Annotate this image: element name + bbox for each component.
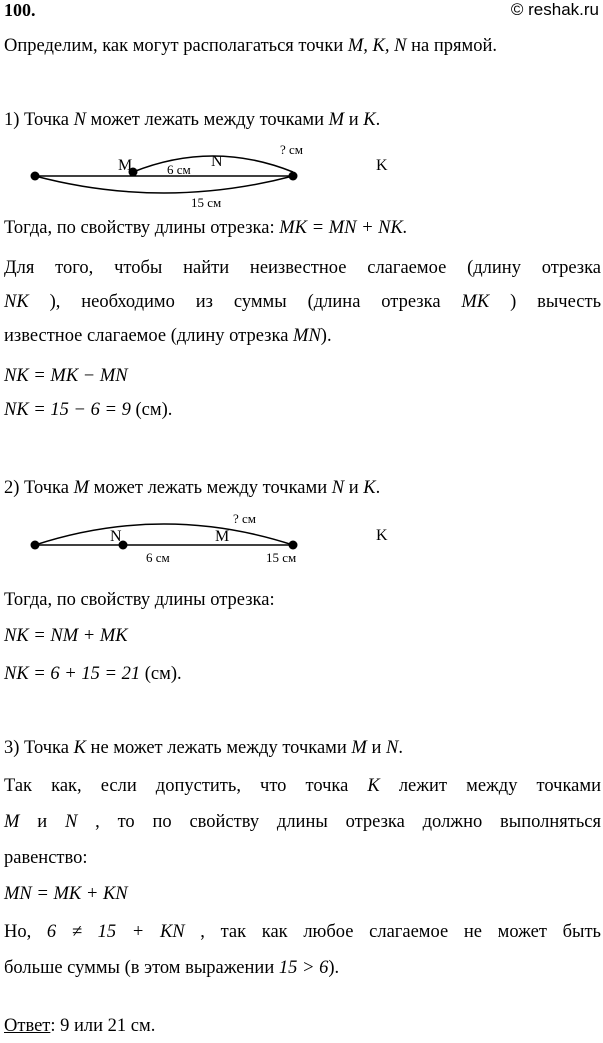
point-n: N (64, 812, 78, 832)
intro-text: Определим, как могут располагаться точки (4, 36, 348, 56)
point-k: K (73, 738, 86, 758)
text: больше суммы (в этом выражении (4, 958, 279, 978)
text: 1) Точка (4, 110, 74, 130)
answer-line (4, 1016, 155, 1037)
label-unknown: ? см (233, 511, 257, 526)
label-n: N (110, 528, 122, 545)
label-n: N (211, 153, 223, 170)
label-6cm: 6 см (167, 162, 191, 177)
point-k: K (363, 478, 376, 498)
answer-label: Ответ (4, 1016, 51, 1036)
case3-para-line4 (4, 922, 601, 943)
text: 3) Точка (4, 738, 74, 758)
text: может лежать между точками (85, 110, 329, 130)
label-unknown: ? см (280, 142, 304, 157)
text: , так как любое слагаемое не может быть (200, 922, 601, 942)
arc-mk (35, 176, 293, 193)
text: ). (328, 958, 340, 978)
case1-para-line1: Для того, чтобы найти неизвестное слагаемое (длину отрезка (4, 258, 601, 278)
formula: MK = MN + NK. (279, 218, 408, 238)
case1-eq1: NK = MK − MN (4, 366, 128, 386)
text: и (19, 812, 65, 832)
point-m: M (4, 812, 20, 832)
point-m: M (351, 738, 367, 758)
point-n: N (73, 110, 86, 130)
case3-para-line2 (4, 812, 601, 833)
text: , то по свойству длины отрезка должно выполняться (95, 812, 602, 832)
text: (см). (140, 664, 182, 684)
point-m: M (328, 110, 345, 130)
formula: NK = 6 + 15 = 21 (4, 664, 141, 684)
case1-para-line2 (4, 292, 601, 313)
case2-property: Тогда, по свойству длины отрезка: (4, 590, 275, 610)
text: ). (320, 326, 332, 346)
text: . (398, 738, 403, 758)
case3-para-line3: равенство: (4, 848, 88, 868)
label-k: K (376, 157, 388, 174)
label-15cm: 15 см (266, 550, 297, 565)
case3-para-line1 (4, 776, 601, 797)
label-15cm: 15 см (191, 195, 222, 210)
point-m: M (73, 478, 89, 498)
text: . (375, 110, 381, 130)
case3-eq1: MN = MK + KN (4, 884, 128, 904)
formula: NK = 15 − 6 = 9 (4, 400, 131, 420)
site-watermark: © reshak.ru (510, 0, 599, 19)
intro-tail: на прямой. (406, 36, 497, 56)
point-k: K (363, 110, 376, 130)
label-k: K (376, 527, 388, 544)
text: ) вычесть (510, 292, 602, 312)
formula: 6 ≠ 15 + KN (46, 922, 185, 942)
text: 2) Точка (4, 478, 74, 498)
formula: MN (293, 326, 321, 346)
case2-eq1: NK = NM + MK (4, 626, 128, 646)
point-n: N (331, 478, 345, 498)
arc-nk (35, 524, 293, 545)
case1-title (4, 110, 380, 131)
text: и (344, 110, 364, 130)
text: и (344, 478, 364, 498)
text: (см). (130, 400, 173, 420)
case1-property (4, 218, 408, 239)
label-6cm: 6 см (146, 550, 170, 565)
formula: MK (461, 292, 490, 312)
point-k: K (367, 776, 380, 796)
text: может лежать между точками (89, 478, 332, 498)
formula: NK (4, 292, 29, 312)
point-dot-left (31, 541, 40, 550)
text: Тогда, по свойству длины отрезка: (4, 218, 280, 238)
case2-title (4, 478, 380, 499)
point-dot-right (289, 172, 298, 181)
problem-number: 100. (4, 0, 36, 20)
text: и (366, 738, 386, 758)
case3-para-line5 (4, 958, 339, 979)
case2-eq2 (4, 664, 182, 685)
text: не может лежать между точками (85, 738, 352, 758)
text: . (375, 478, 381, 498)
text: Но, (4, 922, 47, 942)
point-dot-right (289, 541, 298, 550)
point-dot-left (31, 172, 40, 181)
case1-diagram (0, 140, 603, 210)
text: лежит между точками (398, 776, 601, 796)
text: ), необходимо из суммы (длина отрезка (49, 292, 462, 312)
text: известное слагаемое (длину отрезка (4, 326, 294, 346)
case3-title (4, 738, 403, 759)
intro-line (4, 36, 497, 57)
answer-text: : 9 или 21 см. (50, 1016, 156, 1036)
point-n: N (385, 738, 399, 758)
label-m: M (215, 528, 230, 545)
intro-points: M, K, N (347, 36, 407, 56)
formula: 15 > 6 (278, 958, 329, 978)
case2-diagram (0, 505, 603, 570)
case1-para-line3 (4, 326, 332, 347)
text: Так как, если допустить, что точка (4, 776, 368, 796)
label-m: M (118, 157, 133, 174)
case1-eq2 (4, 400, 172, 421)
